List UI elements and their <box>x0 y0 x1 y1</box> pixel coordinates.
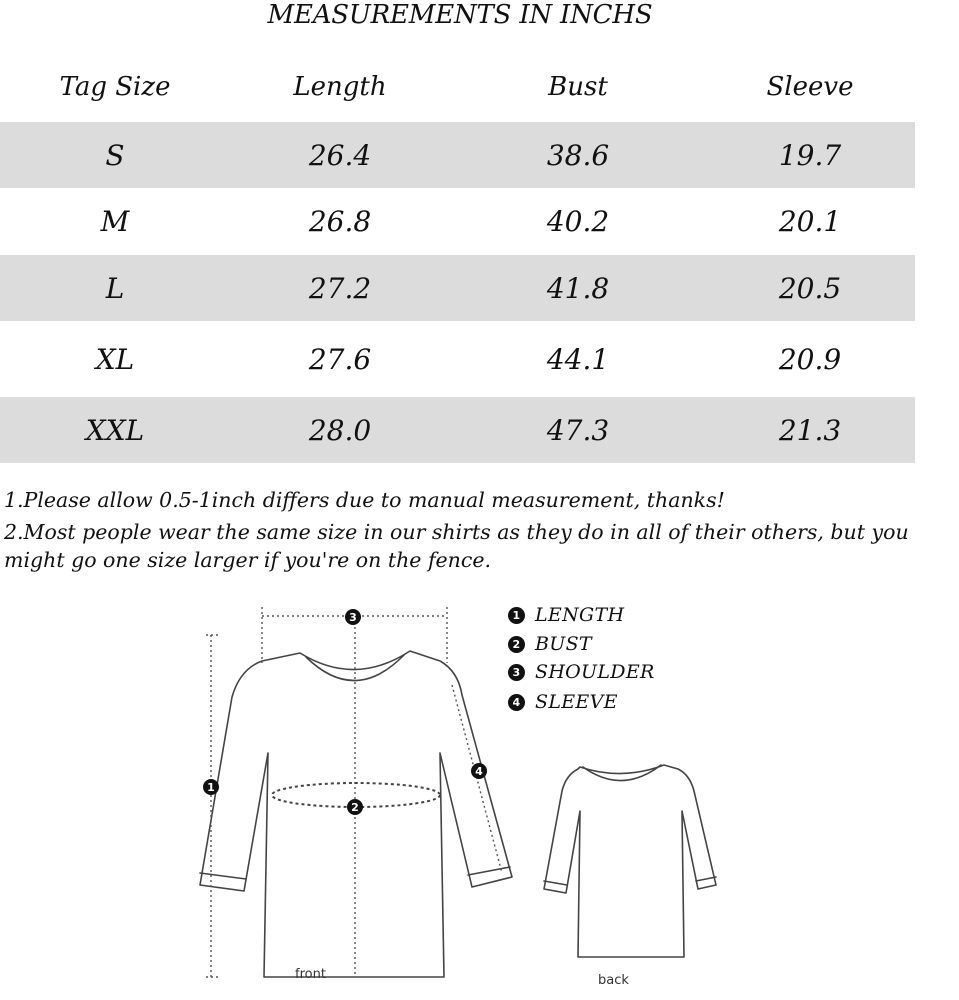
cell-length: 27.6 <box>308 342 372 376</box>
note-1: 1.Please allow 0.5-1inch differs due to manual measurement, thanks! <box>4 488 725 512</box>
bust-marker-text: 2 <box>351 801 359 814</box>
cell-bust: 41.8 <box>546 271 610 305</box>
legend-number-icon: 2 <box>508 636 525 653</box>
measurement-diagram <box>0 585 959 1000</box>
legend-label: LENGTH <box>535 604 625 626</box>
cell-size: L <box>105 271 125 305</box>
cell-size: S <box>105 138 125 172</box>
back-label: back <box>598 973 629 988</box>
cell-size: XXL <box>85 413 145 447</box>
front-label: front <box>295 967 326 982</box>
back-shirt-outline <box>544 765 716 957</box>
table-row <box>0 255 915 321</box>
legend-label: SHOULDER <box>535 661 655 683</box>
cell-bust: 38.6 <box>546 138 610 172</box>
note-2: 2.Most people wear the same size in our shirts as they do in all of their others, but you might go one size larger if you're on the fence. <box>4 520 909 572</box>
shirt-illustration <box>0 585 959 1000</box>
table-row <box>0 122 915 188</box>
cell-bust: 40.2 <box>546 205 610 238</box>
sleeve-marker-text: 4 <box>475 765 483 778</box>
cell-sleeve: 20.9 <box>778 342 842 376</box>
legend-number-icon: 4 <box>508 694 525 711</box>
legend-label: BUST <box>535 633 592 655</box>
cell-sleeve: 20.5 <box>778 271 842 305</box>
cell-length: 26.8 <box>308 205 372 238</box>
cell-length: 27.2 <box>308 271 372 305</box>
legend-number-icon: 3 <box>508 664 525 681</box>
page-title: MEASUREMENTS IN INCHS <box>267 0 653 30</box>
table-row <box>0 321 915 397</box>
header-tag-size: Tag Size <box>59 72 171 102</box>
legend-shoulder <box>508 660 655 684</box>
cell-size: XL <box>95 342 135 376</box>
header-sleeve: Sleeve <box>766 72 854 102</box>
cell-sleeve: 19.7 <box>778 138 842 172</box>
table-row <box>0 397 915 463</box>
legend-length <box>508 603 624 627</box>
header-length: Length <box>293 72 387 102</box>
sleeve-line <box>452 685 502 873</box>
table-header <box>0 58 915 116</box>
cell-bust: 47.3 <box>546 413 610 447</box>
shoulder-marker-text: 3 <box>349 611 357 624</box>
cell-length: 28.0 <box>308 413 372 447</box>
legend-sleeve <box>508 690 618 714</box>
cell-size: M <box>100 205 130 238</box>
legend-number-icon: 1 <box>508 607 525 624</box>
header-bust: Bust <box>548 72 608 102</box>
length-marker-text: 1 <box>207 781 215 794</box>
legend-bust <box>508 632 592 656</box>
cell-bust: 44.1 <box>546 342 610 376</box>
cell-sleeve: 21.3 <box>778 413 842 447</box>
legend-label: SLEEVE <box>535 691 618 713</box>
cell-length: 26.4 <box>308 138 372 172</box>
cell-sleeve: 20.1 <box>778 205 842 238</box>
table-row <box>0 188 915 255</box>
